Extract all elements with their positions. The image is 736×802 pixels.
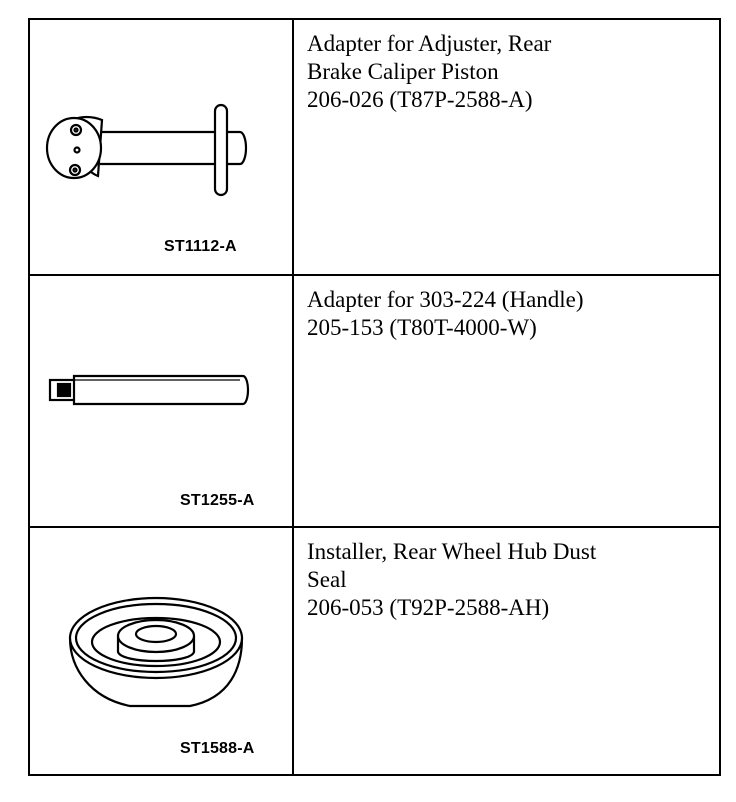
tool-description — [307, 286, 709, 342]
special-tools-table — [28, 18, 721, 776]
tool-row — [30, 20, 719, 274]
illustration-code: ST1588-A — [180, 740, 255, 757]
dust-seal-installer-illustration — [30, 528, 294, 776]
tool-description — [307, 30, 709, 114]
description-line: Adapter for 303-224 (Handle) — [307, 287, 584, 312]
caliper-piston-adapter-illustration — [30, 20, 294, 272]
tool-illustration-cell — [30, 528, 294, 776]
illustration-code: ST1112-A — [164, 238, 237, 255]
tool-description-cell — [296, 20, 719, 274]
tool-description-cell — [296, 276, 719, 526]
illustration-code: ST1255-A — [180, 492, 255, 509]
description-line: Seal — [307, 567, 347, 592]
description-line: Adapter for Adjuster, Rear — [307, 31, 552, 56]
tool-illustration-cell — [30, 20, 294, 274]
tool-description-cell — [296, 528, 719, 776]
description-line: Installer, Rear Wheel Hub Dust — [307, 539, 597, 564]
tool-row — [30, 526, 719, 776]
description-line: 205-153 (T80T-4000-W) — [307, 315, 537, 340]
description-line: 206-026 (T87P-2588-A) — [307, 87, 533, 112]
tool-description — [307, 538, 709, 622]
description-line: Brake Caliper Piston — [307, 59, 499, 84]
handle-adapter-illustration — [30, 276, 294, 526]
tool-illustration-cell — [30, 276, 294, 526]
tool-row — [30, 274, 719, 526]
description-line: 206-053 (T92P-2588-AH) — [307, 595, 550, 620]
